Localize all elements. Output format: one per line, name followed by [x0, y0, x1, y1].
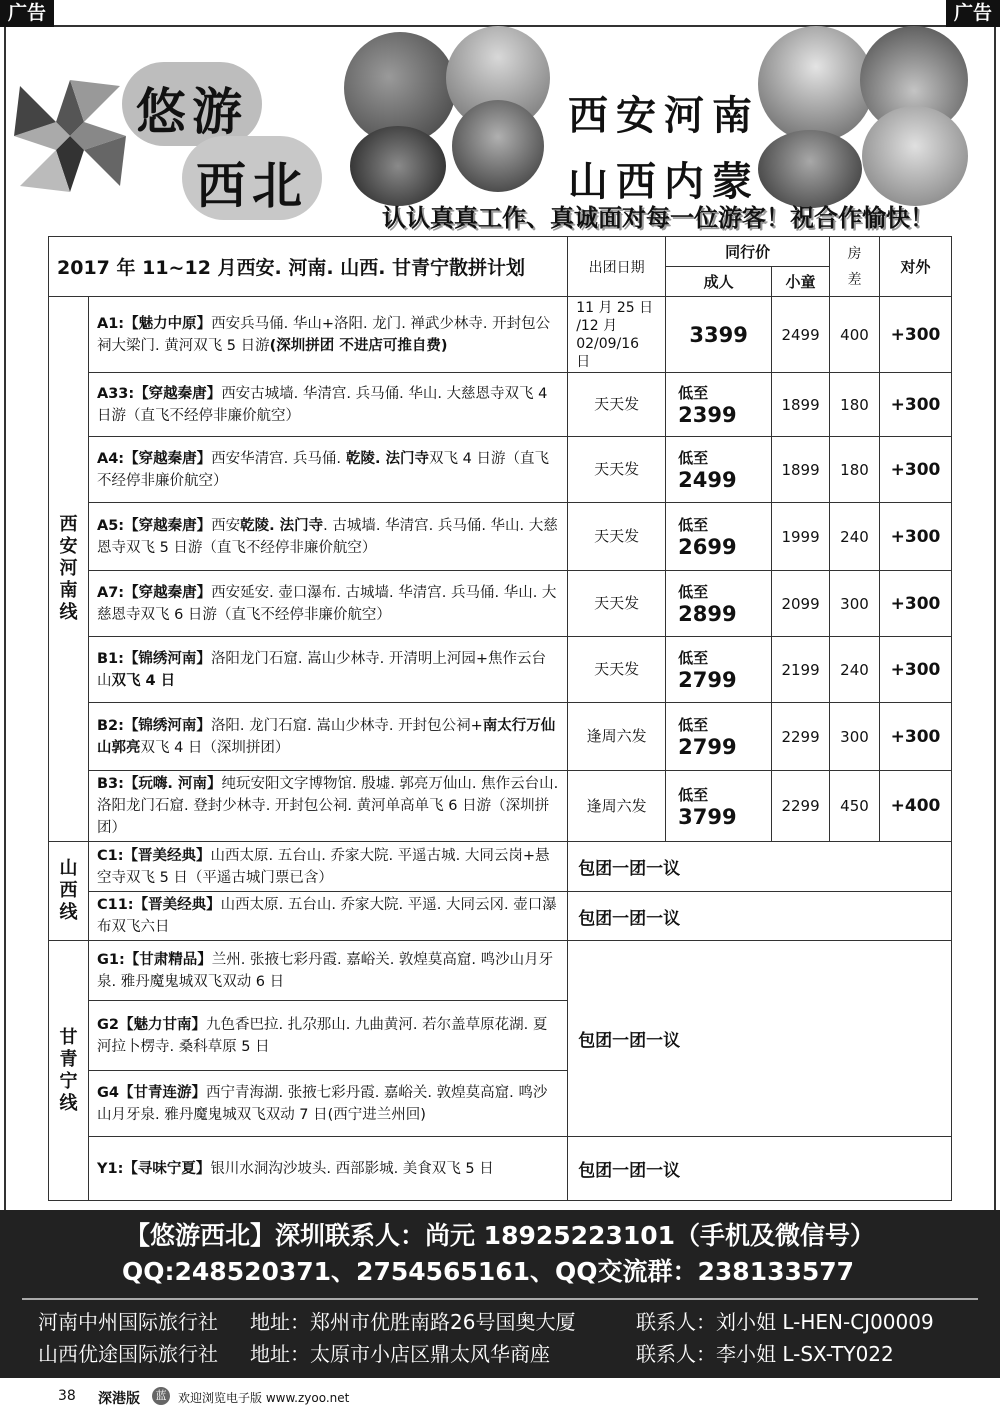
external-markup: +400: [879, 771, 951, 842]
table-title: 2017 年 11~12 月西安. 河南. 山西. 甘青宁散拼计划: [49, 237, 568, 297]
header-peer-price: 同行价: [666, 237, 830, 267]
route-desc: A4:【穿越秦唐】西安华清宫. 兵马俑. 乾陵. 法门寺双飞 4 日游（直飞不经停非廉价航空）: [88, 437, 567, 503]
child-price: 2099: [772, 571, 830, 637]
ad-label-left: 广告: [0, 0, 54, 27]
tour-schedule-table: [48, 236, 952, 1201]
route-desc: B3:【玩嗨. 河南】纯玩安阳文字博物馆. 殷墟. 郭亮万仙山. 焦作云台山. 洛阳龙门石窟. 登封少林寺. 开封包公祠. 黄河单高单飞 6 日游（深圳拼团）: [88, 771, 567, 842]
brand-logo-icon: [10, 76, 130, 196]
footer-divider: [22, 1298, 978, 1300]
departure-date: 天天发: [568, 503, 666, 571]
table-row: [49, 941, 952, 1001]
edition-label: 深港版: [98, 1391, 140, 1407]
agency-name: 山西优途国际旅行社: [38, 1342, 218, 1366]
adult-price: 低至 2699: [666, 503, 772, 571]
route-desc: A1:【魅力中原】西安兵马俑. 华山+洛阳. 龙门. 禅武少林寺. 开封包公祠大梁门. 黄河双飞 5 日游(深圳拼团 不进店可推自费): [88, 297, 567, 373]
page-bar: [0, 1378, 1000, 1410]
room-diff: 180: [830, 373, 880, 437]
photo-stone-buddha: [452, 100, 544, 192]
contact-line-1: 【悠游西北】深圳联系人：尚元 18925223101（手机及微信号）: [124, 1221, 876, 1250]
table-row: [49, 771, 952, 842]
adult-price: 低至 2799: [666, 637, 772, 703]
region-shanxi: 山西线: [49, 842, 89, 941]
external-markup: +300: [879, 373, 951, 437]
route-desc: G2【魅力甘南】九色香巴拉. 扎尕那山. 九曲黄河. 若尔盖草原花湖. 夏河拉卜楞寺. 桑科草原 5 日: [88, 1001, 567, 1071]
photo-white-stupa: [758, 26, 874, 142]
table-row: [49, 842, 952, 892]
photo-camels-desert: [862, 106, 968, 206]
child-price: 1899: [772, 373, 830, 437]
departure-date: 天天发: [568, 437, 666, 503]
route-desc: C11:【晋美经典】山西太原. 五台山. 乔家大院. 平遥. 大同云冈. 壶口瀑布双飞六日: [88, 892, 567, 941]
agency-contact: 联系人：李小姐 L-SX-TY022: [636, 1342, 894, 1366]
child-price: 2299: [772, 771, 830, 842]
adult-price: 低至 3799: [666, 771, 772, 842]
page-number: 38: [58, 1388, 76, 1404]
table-row: [49, 297, 952, 373]
brand-title-line2: 西北: [196, 156, 308, 215]
departure-date: 天天发: [568, 373, 666, 437]
agency-name: 河南中州国际旅行社: [38, 1310, 218, 1334]
agency-henan: [38, 1306, 934, 1335]
adult-price: 低至 2499: [666, 437, 772, 503]
contact-line-2: QQ:248520371、2754565161、QQ交流群：238133577: [122, 1257, 855, 1286]
departure-date: 逢周六发: [568, 703, 666, 771]
table-row: [49, 1137, 952, 1201]
child-price: 2199: [772, 637, 830, 703]
banner: [0, 26, 1000, 232]
external-markup: +300: [879, 437, 951, 503]
ad-label-right: 广告: [946, 0, 1000, 27]
consult-note: 包团一团一议: [568, 892, 952, 941]
route-desc: C1:【晋美经典】山西太原. 五台山. 乔家大院. 平遥古城. 大同云岗+悬空寺双飞 5 日（平遥古城门票已含）: [88, 842, 567, 892]
header-external: 对外: [879, 237, 951, 297]
external-markup: +300: [879, 637, 951, 703]
child-price: 2299: [772, 703, 830, 771]
adult-price: 3399: [666, 297, 772, 373]
child-price: 2499: [772, 297, 830, 373]
external-markup: +300: [879, 703, 951, 771]
route-desc: G1:【甘肃精品】兰州. 张掖七彩丹霞. 嘉峪关. 敦煌莫高窟. 鸣沙山月牙泉. 雅丹魔鬼城双飞双动 6 日: [88, 941, 567, 1001]
table-row: [49, 437, 952, 503]
route-desc: Y1:【寻味宁夏】银川水洞沟沙坡头. 西部影城. 美食双飞 5 日: [88, 1137, 567, 1201]
edition-badge-icon: 蓝: [152, 1387, 170, 1405]
region-title-line1: 西安河南: [568, 92, 760, 139]
website-link[interactable]: 欢迎浏览电子版 www.zyoo.net: [178, 1391, 350, 1405]
room-diff: 300: [830, 703, 880, 771]
departure-date: 逢周六发: [568, 771, 666, 842]
region-title-line2: 山西内蒙: [568, 158, 760, 205]
departure-date: 天天发: [568, 637, 666, 703]
photo-city-gate: [758, 130, 862, 208]
table-row: [49, 703, 952, 771]
room-diff: 450: [830, 771, 880, 842]
table-row: [49, 892, 952, 941]
agency-address: 地址：太原市小店区鼎太风华商座: [250, 1342, 550, 1366]
departure-date: 天天发: [568, 571, 666, 637]
consult-note: 包团一团一议: [568, 941, 952, 1137]
brand-title-line1: 悠游: [136, 82, 248, 141]
agency-contact: 联系人：刘小姐 L-HEN-CJ00009: [636, 1310, 934, 1334]
room-diff: 180: [830, 437, 880, 503]
table-row: [49, 637, 952, 703]
header-adult: 成人: [666, 267, 772, 297]
child-price: 1899: [772, 437, 830, 503]
route-desc: G4【甘青连游】西宁青海湖. 张掖七彩丹霞. 嘉峪关. 敦煌莫高窟. 鸣沙山月牙泉. 雅丹魔鬼城双飞双动 7 日(西宁进兰州回): [88, 1071, 567, 1137]
route-desc: A33:【穿越秦唐】西安古城墙. 华清宫. 兵马俑. 华山. 大慈恩寺双飞 4 日游（直飞不经停非廉价航空）: [88, 373, 567, 437]
room-diff: 240: [830, 637, 880, 703]
header-room: 房差: [830, 237, 880, 297]
slogan: 认认真真工作、真诚面对每一位游客！祝合作愉快！: [382, 204, 934, 232]
adult-price: 低至 2899: [666, 571, 772, 637]
header-date: 出团日期: [568, 237, 666, 297]
adult-price: 低至 2799: [666, 703, 772, 771]
header-child: 小童: [772, 267, 830, 297]
route-desc: B2:【锦绣河南】洛阳. 龙门石窟. 嵩山少林寺. 开封包公祠+南太行万仙山郭亮双飞 4 日（深圳拼团）: [88, 703, 567, 771]
external-markup: +300: [879, 297, 951, 373]
room-diff: 240: [830, 503, 880, 571]
child-price: 1999: [772, 503, 830, 571]
external-markup: +300: [879, 571, 951, 637]
agency-shanxi: [38, 1338, 894, 1367]
table-row: [49, 503, 952, 571]
table-row: [49, 571, 952, 637]
consult-note: 包团一团一议: [568, 1137, 952, 1201]
route-desc: A5:【穿越秦唐】西安乾陵. 法门寺. 古城墙. 华清宫. 兵马俑. 华山. 大慈恩寺双飞 5 日游（直飞不经停非廉价航空）: [88, 503, 567, 571]
route-desc: B1:【锦绣河南】洛阳龙门石窟. 嵩山少林寺. 开清明上河园+焦作云台山双飞 4 日: [88, 637, 567, 703]
external-markup: +300: [879, 503, 951, 571]
consult-note: 包团一团一议: [568, 842, 952, 892]
departure-date: 11 月 25 日 /12 月 02/09/16 日: [568, 297, 666, 373]
adult-price: 低至 2399: [666, 373, 772, 437]
table-row: [49, 373, 952, 437]
region-gansu-qinghai-ningxia: 甘青宁线: [49, 941, 89, 1201]
room-diff: 400: [830, 297, 880, 373]
room-diff: 300: [830, 571, 880, 637]
region-xian-henan: 西安河南线: [49, 297, 89, 842]
route-desc: A7:【穿越秦唐】西安延安. 壶口瀑布. 古城墙. 华清宫. 兵马俑. 华山. 大慈恩寺双飞 6 日游（直飞不经停非廉价航空）: [88, 571, 567, 637]
photo-temple-gate: [350, 126, 446, 206]
contact-footer: [0, 1210, 1000, 1378]
agency-address: 地址：郑州市优胜南路26号国奥大厦: [250, 1310, 576, 1334]
